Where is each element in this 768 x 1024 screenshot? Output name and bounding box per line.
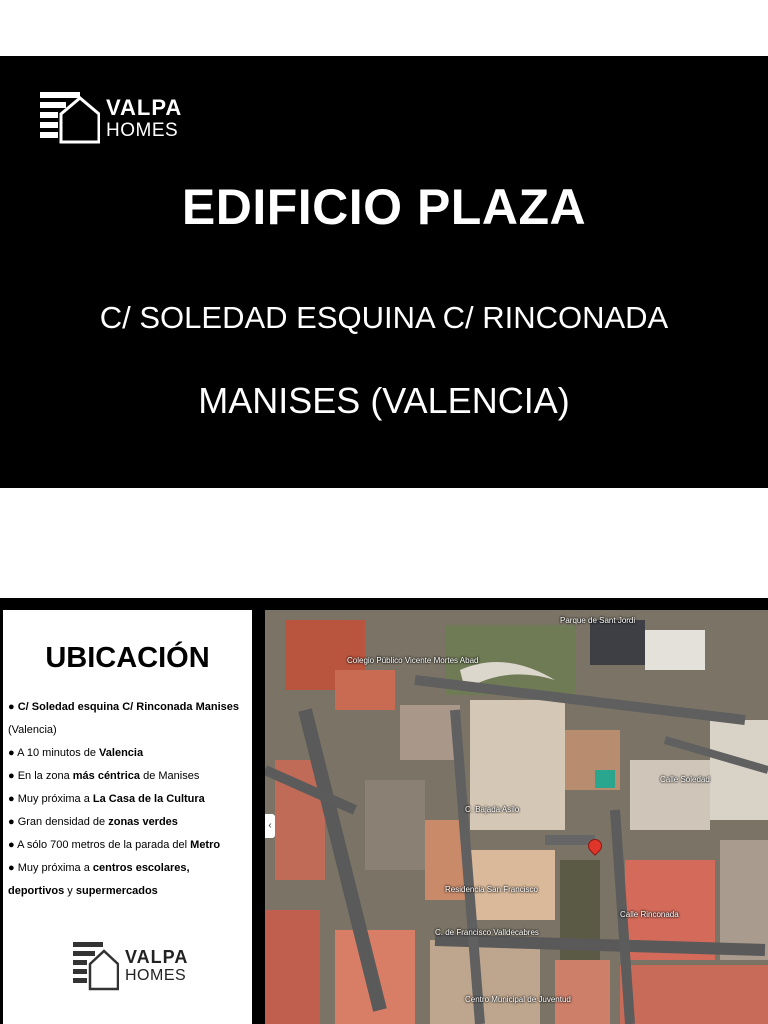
location-bullet: ● Muy próxima a centros escolares, deportivos y supermercados bbox=[8, 862, 190, 897]
house-stripes-icon bbox=[40, 90, 100, 146]
location-title: UBICACIÓN bbox=[45, 642, 210, 674]
bullet-text: En la zona bbox=[17, 770, 73, 782]
bullet-text: y bbox=[64, 885, 76, 897]
bullet-text: centros escolares, deportivos bbox=[8, 862, 190, 897]
title-banner bbox=[0, 56, 768, 488]
location-bullet: ● Gran densidad de zonas verdes bbox=[8, 816, 178, 828]
location-bullet-list bbox=[8, 696, 248, 903]
brand-subname: HOMES bbox=[125, 967, 187, 984]
map-label: Colegio Público Vicente Mortes Abad bbox=[347, 656, 479, 665]
map-label: C. Bajada Asilo bbox=[465, 805, 520, 814]
valpa-homes-logo bbox=[40, 90, 182, 146]
brand-name: VALPA bbox=[106, 94, 183, 120]
street-address: C/ SOLEDAD ESQUINA C/ RINCONADA bbox=[99, 300, 669, 335]
map-label: Calle Rinconada bbox=[620, 910, 679, 919]
location-bullet: ● A sólo 700 metros de la parada del Metro bbox=[8, 839, 221, 851]
map-label: Calle Soledad bbox=[660, 775, 710, 784]
valpa-homes-logo-small bbox=[73, 940, 188, 992]
map-label: Parque de Sant Jordi bbox=[560, 616, 636, 625]
bullet-text: A sólo 700 metros de la parada del bbox=[17, 839, 191, 851]
building-title: EDIFICIO PLAZA bbox=[181, 179, 587, 235]
map-label: Centro Municipal de Juventud bbox=[465, 995, 571, 1004]
location-bullet: ● A 10 minutos de Valencia bbox=[8, 747, 144, 759]
bullet-text: Manises bbox=[195, 701, 239, 713]
chevron-left-icon[interactable]: ‹ bbox=[265, 814, 275, 838]
house-stripes-icon bbox=[73, 940, 119, 992]
bullet-text: Muy próxima a bbox=[17, 862, 93, 874]
brand-subname: HOMES bbox=[106, 119, 179, 141]
bullet-text: Valencia bbox=[99, 747, 144, 759]
bullet-text: C/ Soledad esquina C/ Rinconada bbox=[17, 701, 193, 713]
map-label: Residencia San Francisco bbox=[445, 885, 538, 894]
location-panel bbox=[0, 598, 768, 1024]
map-label: C. de Francisco Valldecabres bbox=[435, 928, 539, 937]
bullet-text: A 10 minutos de bbox=[17, 747, 100, 759]
location-bullet: ● C/ Soledad esquina C/ Rinconada Manises (Valencia) bbox=[8, 701, 239, 736]
bullet-text: (Valencia) bbox=[8, 724, 57, 736]
city-name: MANISES (VALENCIA) bbox=[198, 380, 570, 421]
location-bullet: ● En la zona más céntrica de Manises bbox=[8, 770, 200, 782]
bullet-text: más céntrica bbox=[72, 770, 141, 782]
map-imagery bbox=[265, 610, 768, 1024]
bullet-text: zonas verdes bbox=[108, 816, 178, 828]
location-info-card bbox=[3, 610, 252, 1024]
bullet-text: Gran densidad de bbox=[17, 816, 109, 828]
bullet-text: Muy próxima a bbox=[17, 793, 93, 805]
bullet-text: de Manises bbox=[140, 770, 200, 782]
brand-name: VALPA bbox=[125, 947, 189, 967]
bullet-text: La Casa de la Cultura bbox=[92, 793, 205, 805]
satellite-map[interactable] bbox=[265, 610, 768, 1024]
bullet-text: Metro bbox=[190, 839, 221, 851]
location-bullet: ● Muy próxima a La Casa de la Cultura bbox=[8, 793, 205, 805]
bullet-text: supermercados bbox=[75, 885, 158, 897]
